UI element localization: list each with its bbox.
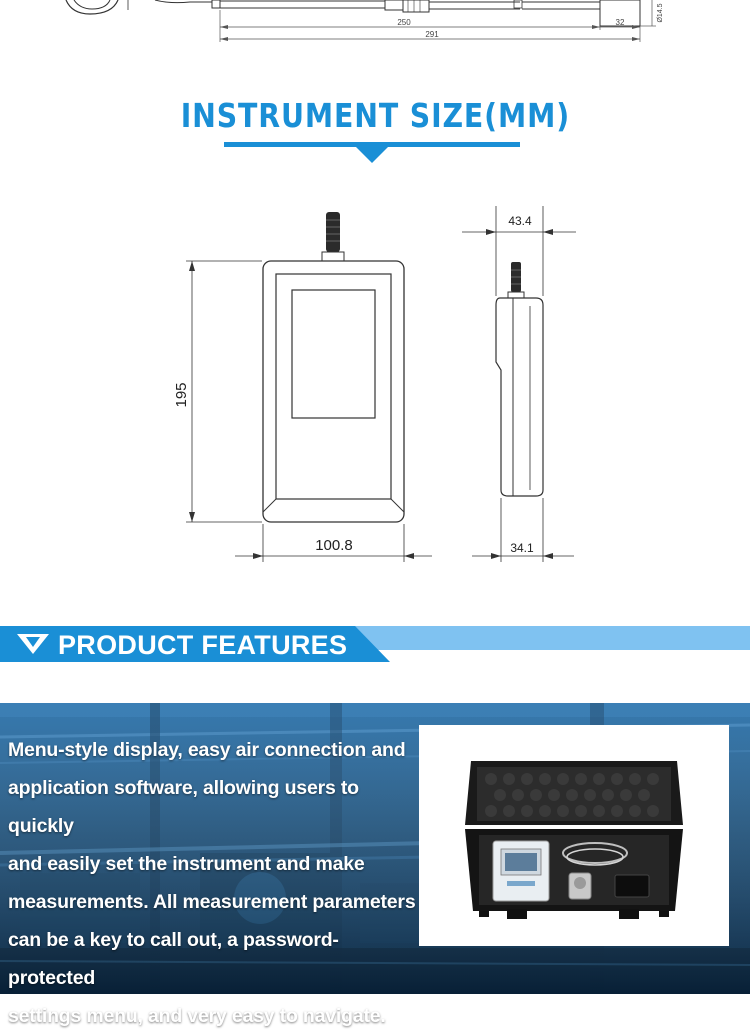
- features-panel: [0, 703, 750, 1027]
- feature-line: and easily set the instrument and make: [8, 853, 365, 875]
- product-kit-photo: [419, 725, 729, 946]
- size-heading: [0, 96, 750, 135]
- dim-291-label: 291: [425, 30, 439, 39]
- size-section-title: INSTRUMENT SIZE(MM): [180, 96, 570, 135]
- depth-top-dimension-label: 43.4: [508, 214, 532, 228]
- dim-250-label: 250: [397, 18, 411, 27]
- features-section-title: PRODUCT FEATURES: [58, 630, 348, 660]
- height-dimension-label: 195: [173, 382, 190, 408]
- features-header-band: [0, 626, 750, 662]
- front-view: [263, 212, 404, 522]
- dim-32-label: 32: [615, 18, 625, 27]
- side-view: [496, 262, 543, 496]
- dim-diameter-label: Ø14.5: [657, 3, 664, 23]
- feature-line: can be a key to call out, a password-protected: [8, 929, 339, 989]
- feature-line: measurements. All measurement parameters: [8, 891, 416, 913]
- probe-drawing: [0, 0, 750, 60]
- size-heading-arrow-icon: [356, 147, 388, 163]
- features-band-accent: [350, 626, 750, 650]
- features-description: [8, 731, 418, 1035]
- feature-line: Menu-style display, easy air connection and: [8, 739, 406, 761]
- depth-bottom-dimension-label: 34.1: [510, 541, 534, 555]
- feature-line: application software, allowing users to quickly: [8, 777, 359, 837]
- down-triangle-icon: [17, 634, 49, 654]
- width-dimension-label: 100.8: [315, 537, 353, 554]
- feature-line: settings menu, and very easy to navigate.: [8, 1005, 386, 1027]
- instrument-dimension-drawing: [0, 190, 750, 590]
